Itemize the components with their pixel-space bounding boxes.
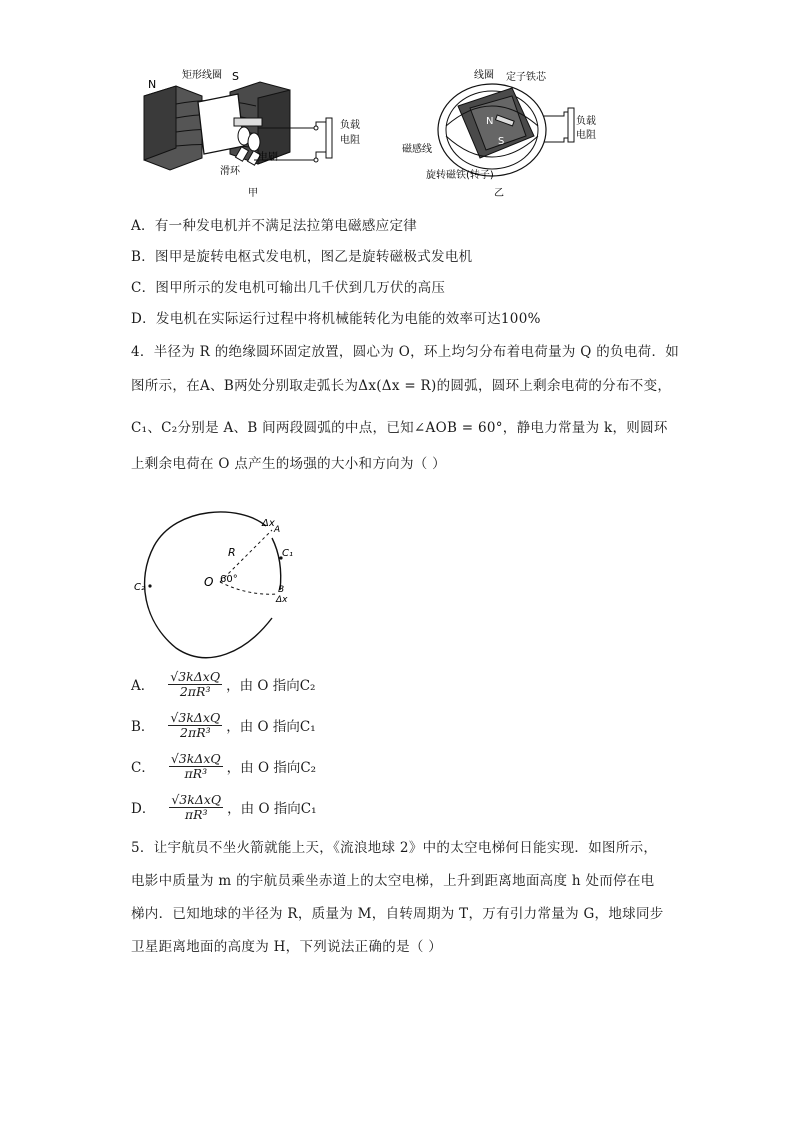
q4-text-line-4: 上剩余电荷在 O 点产生的场强的大小和方向为（ ） [131,456,446,472]
ring-figure [128,510,308,670]
q4-text-line-2: 图所示，在A、B两处分别取走弧长为Δx(Δx = R)的圆弧，圆环上剩余电荷的分布不变， [131,378,672,394]
option-letter: C． [131,760,155,777]
q4-option-b [131,711,316,740]
label-n-right: N [486,116,494,127]
option-letter: B． [131,719,155,736]
option-direction: ，由 O 指向C₂ [226,678,316,695]
q3-option-d: D．发电机在实际运行过程中将机械能转化为电能的效率可达100% [131,311,541,327]
label-load-left-2: 电阻 [340,135,360,146]
q4-text-line-3: C₁、C₂分别是 A、B 间两段圆弧的中点，已知∠AOB = 60°，静电力常量为 k，则圆环 [131,420,668,436]
label-dx-bottom: Δx [276,595,288,605]
q3-option-c: C．图甲所示的发电机可输出几千伏到几万伏的高压 [131,280,446,296]
label-r: R [228,546,236,559]
label-brush: 电刷 [258,152,278,163]
formula: $\frac{\text{√3kΔxQ}}{\text{2πR³}}$ [170,710,221,740]
caption-yi: 乙 [494,188,504,199]
option-direction: ，由 O 指向C₁ [226,719,316,736]
label-angle: 60° [220,574,238,585]
label-n-left: N [148,78,157,91]
label-a: A [274,525,281,535]
label-c2: C₂ [134,582,145,593]
q5-text-line-3: 梯内．已知地球的半径为 R，质量为 M，自转周期为 T，万有引力常量为 G，地球同步 [131,906,664,922]
option-direction: ，由 O 指向C₂ [226,760,317,777]
option-direction: ，由 O 指向C₁ [227,801,317,818]
option-letter: D． [131,801,156,818]
label-b: B [278,585,285,595]
formula: $\frac{\text{√3kΔxQ}}{\text{πR³}}$ [170,751,221,781]
label-c1: C₁ [282,548,293,559]
q5-text-line-2: 电影中质量为 m 的宇航员乘坐赤道上的太空电梯，上升到距离地面高度 h 处而停在电 [131,873,655,889]
label-load-left-1: 负载 [340,120,360,131]
label-s-left: S [232,70,239,83]
label-rotor: 旋转磁铁(转子) [426,170,494,181]
rotating-magnet-generator [438,84,574,176]
q4-text-line-1: 4．半径为 R 的绝缘圆环固定放置，圆心为 O，环上均匀分布着电荷量为 Q 的负电荷．如 [131,344,680,360]
rotating-armature-generator [144,82,332,170]
q3-option-a: A．有一种发电机并不满足法拉第电磁感应定律 [131,218,418,234]
label-s-right: S [498,136,505,147]
q3-option-b: B．图甲是旋转电枢式发电机，图乙是旋转磁极式发电机 [131,249,473,265]
label-coil-right: 线圈 [474,70,494,81]
label-load-right-1: 负载 [576,116,596,127]
label-stator: 定子铁芯 [506,72,546,83]
label-field-lines: 磁感线 [402,144,432,155]
formula: $\frac{\text{√3kΔxQ}}{\text{πR³}}$ [171,792,222,822]
option-letter: A． [131,678,155,695]
formula: $\frac{\text{√3kΔxQ}}{\text{2πR³}}$ [170,669,221,699]
q4-option-a [131,670,315,699]
label-load-right-2: 电阻 [576,130,596,141]
label-o: O [204,575,214,589]
label-dx-top: Δx [262,518,275,529]
caption-jia: 甲 [248,188,258,199]
label-coil-left: 矩形线圈 [182,70,222,81]
generator-figure [140,66,600,206]
label-slipring: 滑环 [220,166,240,177]
ring-arc-minor [272,538,281,590]
q4-option-d [131,793,317,822]
q4-option-c [131,752,316,781]
q5-text-line-4: 卫星距离地面的高度为 H，下列说法正确的是（ ） [131,939,443,955]
q5-text-line-1: 5．让宇航员不坐火箭就能上天，《流浪地球 2》中的太空电梯何日能实现．如图所示， [131,840,658,856]
